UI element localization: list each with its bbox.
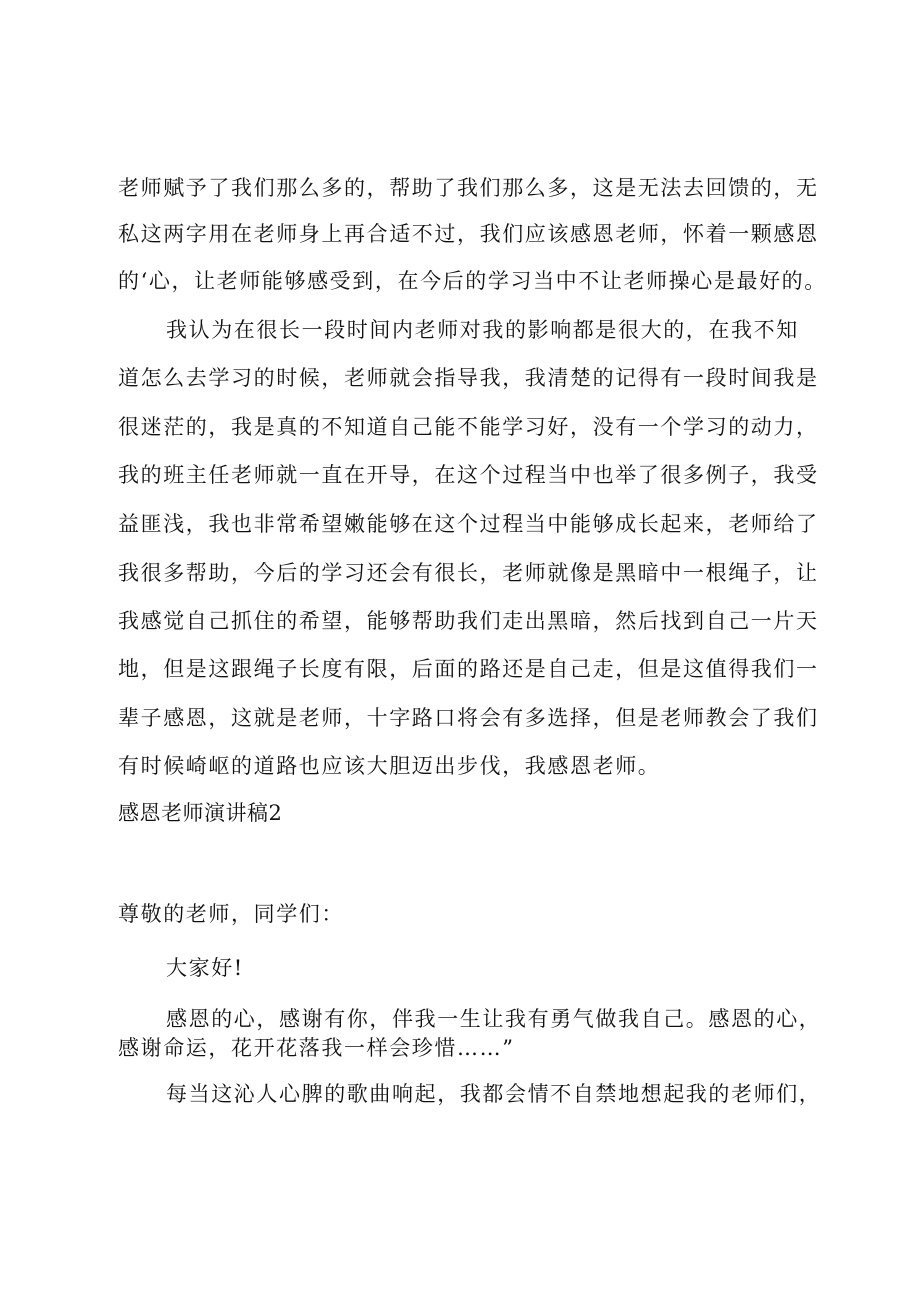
paragraph-line: 益匪浅，我也非常希望嫩能够在这个过程当中能够成长起来，老师给了 <box>118 512 819 536</box>
paragraph-line: 有时候崎岖的道路也应该大胆迈出步伐，我感恩老师。 <box>118 754 661 778</box>
paragraph-line: 辈子感恩，这就是老师，十字路口将会有多选择，但是老师教会了我们 <box>118 706 819 730</box>
paragraph-line: 我很多帮助，今后的学习还会有很长，老师就像是黑暗中一根绳子，让 <box>118 561 819 585</box>
paragraph-line: 我感觉自己抓住的希望，能够帮助我们走出黑暗，然后找到自己一片天 <box>118 609 819 633</box>
paragraph-line: 每当这沁人心脾的歌曲响起，我都会情不自禁地想起我的老师们， <box>166 1082 822 1106</box>
salutation: 尊敬的老师，同学们： <box>118 902 344 926</box>
paragraph-line: 感谢命运，花开花落我一样会珍惜……” <box>118 1036 515 1060</box>
paragraph-line: 私这两字用在老师身上再合适不过，我们应该感恩老师，怀着一颗感恩 <box>118 222 819 246</box>
paragraph-line: 我的班主任老师就一直在开导，在这个过程当中也举了很多例子，我受 <box>118 463 819 487</box>
paragraph-line: 感恩的心，感谢有你，伴我一生让我有勇气做我自己。感恩的心， <box>166 1007 822 1031</box>
paragraph-line: 很迷茫的，我是真的不知道自己能不能学习好，没有一个学习的动力， <box>118 415 819 439</box>
paragraph-line: 地，但是这跟绳子长度有限，后面的路还是自己走，但是这值得我们一 <box>118 657 819 681</box>
paragraph-line: 老师赋予了我们那么多的，帮助了我们那么多，这是无法去回馈的，无 <box>118 176 819 200</box>
section-heading: 感恩老师演讲稿2 <box>118 801 283 825</box>
paragraph-line: 的‘心，让老师能够感受到，在今后的学习当中不让老师操心是最好的。 <box>118 269 827 293</box>
paragraph-line: 我认为在很长一段时间内老师对我的影响都是很大的，在我不知 <box>166 318 799 342</box>
greeting: 大家好! <box>166 956 244 980</box>
paragraph-line: 道怎么去学习的时候，老师就会指导我，我清楚的记得有一段时间我是 <box>118 366 819 390</box>
